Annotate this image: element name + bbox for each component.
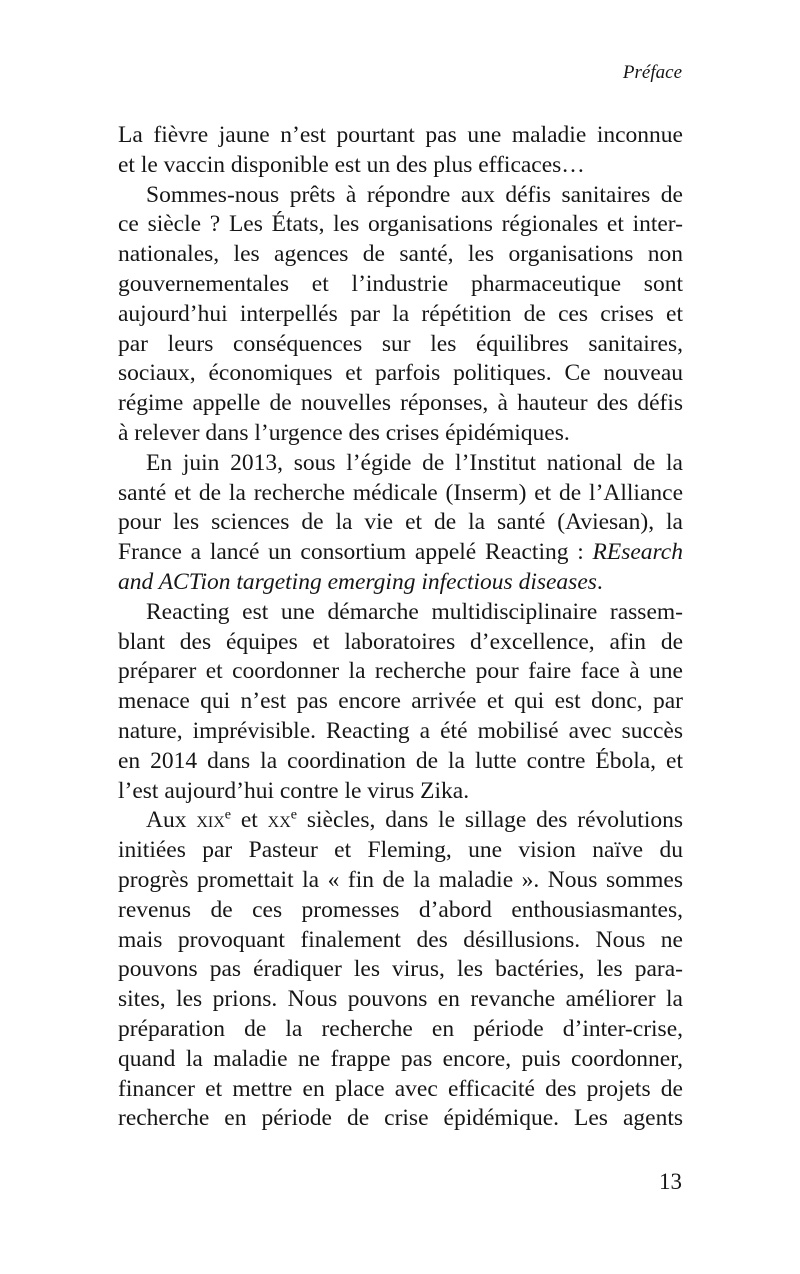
text-line	[118, 270, 683, 300]
text-line	[118, 598, 683, 628]
text-segment: pour les sciences de la vie et de la santé (Aviesan), la	[118, 509, 683, 536]
text-line	[118, 1015, 683, 1045]
text-line	[118, 1045, 683, 1075]
text-segment: mais provoquant finalement des désillusions. Nous ne	[118, 926, 683, 953]
text-segment: La fièvre jaune n’est pourtant pas une maladie inconnue	[118, 122, 683, 148]
text-line	[118, 1075, 683, 1105]
body-text	[118, 121, 683, 1134]
text-segment: ce siècle ? Les États, les organisations régionales et inter-	[118, 211, 683, 238]
italic-text: REsearch	[592, 539, 683, 566]
text-segment: et	[231, 807, 268, 834]
text-line	[118, 181, 683, 211]
text-segment: France a lancé un consortium appelé Reacting :	[118, 539, 593, 566]
text-line	[118, 479, 683, 509]
text-line	[118, 538, 683, 568]
text-line	[118, 121, 683, 151]
text-segment: siècles, dans le sillage des révolutions	[297, 807, 683, 834]
text-line	[118, 240, 683, 270]
text-segment: sites, les prions. Nous pouvons en revanche améliorer la	[118, 986, 683, 1013]
text-line	[118, 777, 683, 807]
text-segment: en 2014 dans la coordination de la lutte contre Ébola, et	[118, 747, 683, 774]
text-line	[118, 359, 683, 389]
text-segment: santé et de la recherche médicale (Inserm) et de l’Alliance	[118, 479, 683, 506]
italic-text: and ACTion targeting emerging infectious diseases	[118, 568, 597, 595]
text-line	[118, 926, 683, 956]
text-line	[118, 449, 683, 479]
text-segment: Reacting est une démarche multidisciplinaire rassem-	[146, 598, 683, 625]
text-segment: Aux	[146, 807, 197, 834]
small-caps-text: xx	[267, 807, 291, 834]
text-line	[118, 836, 683, 866]
text-line	[118, 955, 683, 985]
text-line	[118, 896, 683, 926]
text-line	[118, 717, 683, 747]
text-segment: et le vaccin disponible est un des plus efficaces…	[118, 151, 585, 178]
text-line	[118, 1104, 683, 1134]
running-header: Préface	[622, 62, 682, 83]
superscript: e	[224, 806, 232, 823]
text-line	[118, 568, 683, 598]
text-segment: régime appelle de nouvelles réponses, à hauteur des défis	[118, 390, 683, 417]
text-segment: revenus de ces promesses d’abord enthousiasmantes,	[118, 896, 683, 923]
text-line	[118, 687, 683, 717]
text-segment: Sommes-nous prêts à répondre aux défis sanitaires de	[146, 181, 683, 208]
text-segment: progrès promettait la « fin de la maladie ». Nous sommes	[118, 866, 683, 893]
text-segment: préparation de la recherche en période d’inter-crise,	[118, 1015, 683, 1042]
text-segment: financer et mettre en place avec efficacité des projets de	[118, 1075, 683, 1102]
text-segment: par leurs conséquences sur les équilibres sanitaires,	[118, 330, 683, 357]
text-line	[118, 657, 683, 687]
small-caps-text: xix	[196, 807, 225, 834]
text-segment: l’est aujourd’hui contre le virus Zika.	[118, 777, 470, 804]
text-segment: sociaux, économiques et parfois politiques. Ce nouveau	[118, 360, 683, 387]
page-number: 13	[659, 1169, 682, 1194]
text-segment: recherche en période de crise épidémique. Les agents	[118, 1105, 683, 1132]
text-line	[118, 300, 683, 330]
text-segment: préparer et coordonner la recherche pour faire face à une	[118, 658, 683, 685]
text-segment: quand la maladie ne frappe pas encore, puis coordonner,	[118, 1045, 683, 1072]
text-segment: menace qui n’est pas encore arrivée et qui est donc, par	[118, 688, 683, 715]
text-segment: En juin 2013, sous l’égide de l’Institut national de la	[146, 449, 683, 476]
text-segment: gouvernementales et l’industrie pharmaceutique sont	[118, 270, 683, 297]
superscript: e	[290, 806, 298, 823]
text-segment: initiées par Pasteur et Fleming, une vision naïve du	[118, 837, 683, 864]
text-line	[118, 508, 683, 538]
text-segment: nationales, les agences de santé, les organisations non	[118, 241, 683, 268]
text-line	[118, 747, 683, 777]
text-segment: nature, imprévisible. Reacting a été mobilisé avec succès	[118, 717, 683, 744]
text-line	[118, 210, 683, 240]
text-line	[118, 330, 683, 360]
text-line	[118, 389, 683, 419]
text-segment: aujourd’hui interpellés par la répétition de ces crises et	[118, 300, 683, 327]
text-segment: .	[596, 568, 603, 595]
text-line	[118, 866, 683, 896]
text-line	[118, 628, 683, 658]
text-segment: à relever dans l’urgence des crises épidémiques.	[118, 419, 570, 446]
text-line	[118, 985, 683, 1015]
text-segment: blant des équipes et laboratoires d’excellence, afin de	[118, 628, 683, 655]
text-line	[118, 419, 683, 449]
text-segment: pouvons pas éradiquer les virus, les bactéries, les para-	[118, 956, 683, 983]
text-line	[118, 151, 683, 181]
text-line	[118, 806, 683, 836]
